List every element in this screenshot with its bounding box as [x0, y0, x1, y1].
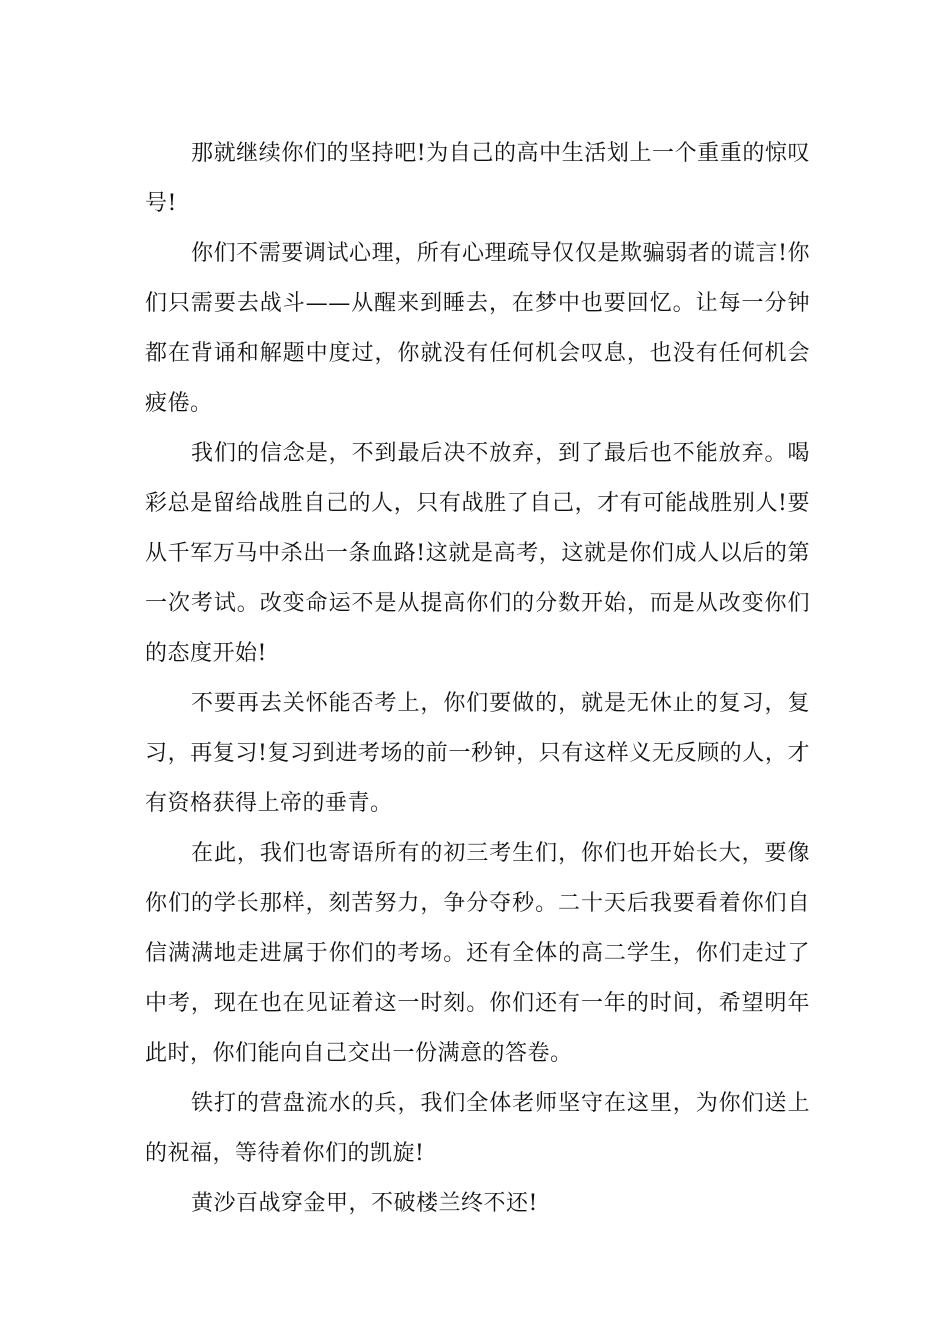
paragraph: 黄沙百战穿金甲，不破楼兰终不还! [191, 1191, 538, 1216]
paragraph: 那就继续你们的坚持吧!为自己的高中生活划上一个重重的惊叹号! [145, 141, 810, 216]
paragraph: 在此，我们也寄语所有的初三考生们，你们也开始长大，要像你们的学长那样，刻苦努力，争分夺秒。二十天后我要看着你们自信满满地走进属于你们的考场。还有全体的高二学生，你们走过了中考，现在也在见证着这一时刻。你们还有一年的时间，希望明年此时，你们能向自己交出一份满意的答卷。 [145, 841, 810, 1066]
paragraph: 我们的信念是，不到最后决不放弃，到了最后也不能放弃。喝彩总是留给战胜自己的人，只有战胜了自己，才有可能战胜别人!要从千军万马中杀出一条血路!这就是高考，这就是你们成人以后的第一次考试。改变命运不是从提高你们的分数开始，而是从改变你们的态度开始! [145, 441, 810, 666]
paragraph: 你们不需要调试心理，所有心理疏导仅仅是欺骗弱者的谎言!你们只需要去战斗——从醒来到睡去，在梦中也要回忆。让每一分钟都在背诵和解题中度过，你就没有任何机会叹息，也没有任何机会疲倦。 [145, 241, 810, 416]
document-body [145, 129, 810, 1229]
paragraph: 不要再去关怀能否考上，你们要做的，就是无休止的复习，复习，再复习!复习到进考场的前一秒钟，只有这样义无反顾的人，才有资格获得上帝的垂青。 [145, 691, 810, 816]
paragraph: 铁打的营盘流水的兵，我们全体老师坚守在这里，为你们送上的祝福，等待着你们的凯旋! [145, 1091, 810, 1166]
